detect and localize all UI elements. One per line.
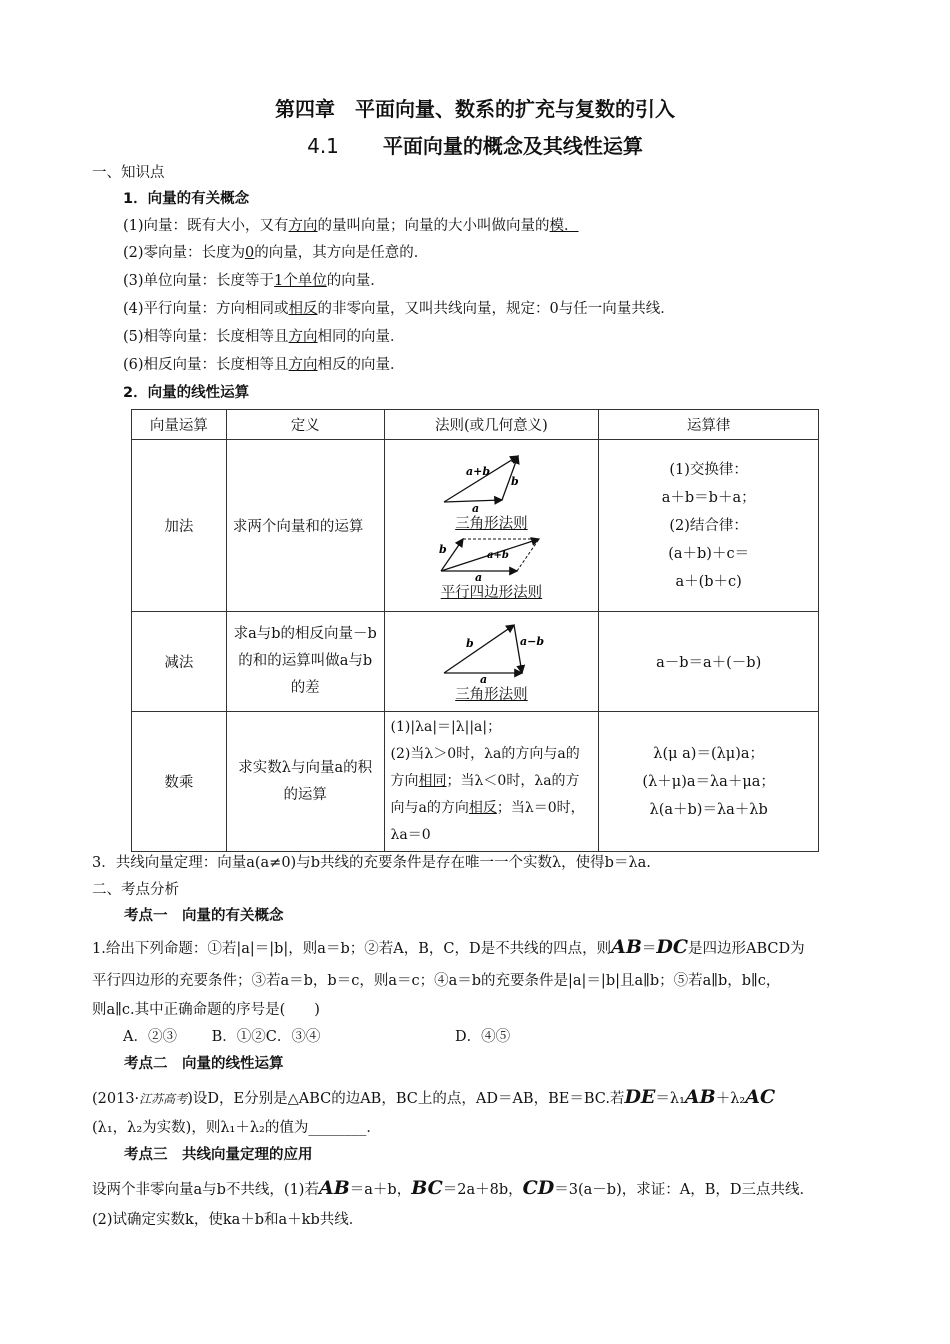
chapter-title: 第四章 平面向量、数系的扩充与复数的引入 [275, 97, 675, 121]
source-tag: 江苏高考 [139, 1092, 188, 1106]
concept-item [123, 299, 675, 319]
concept-underline: 模． [549, 218, 579, 234]
label-b: b [439, 542, 448, 556]
answer-options [123, 1027, 510, 1047]
concept-text: (6)相反向量：长度相等且 [123, 357, 289, 373]
linear-heading: 2．向量的线性运算 [123, 385, 250, 401]
law-line: (1)交换律： [669, 461, 748, 478]
question-one-line1 [92, 932, 805, 964]
collinear-theorem: 3．共线向量定理：向量a(a≠0)与b共线的充要条件是存在唯一一个实数λ，使得b＝λa. [92, 855, 651, 871]
option-a[interactable]: A．②③ [123, 1029, 177, 1045]
op-name: 减法 [132, 612, 227, 712]
section-title [0, 130, 950, 159]
rule-text: ；当λ＜0时，λa的方向与a的方向 [390, 773, 580, 816]
question-two-line2: (λ₁，λ₂为实数)，则λ₁＋λ₂的值为________． [92, 1120, 381, 1136]
question-text: ＋λ₂ [715, 1091, 746, 1107]
concept-underline: 方向 [288, 357, 318, 373]
label-b: b [466, 637, 475, 650]
part-heading-analysis: 二、考点分析 [92, 882, 179, 898]
vector-ab: AB [318, 1177, 350, 1199]
op-rule [384, 440, 599, 612]
concept-text: 的非零向量，又叫共线向量，规定：0与任一向量共线． [317, 301, 675, 317]
column-header: 定义 [226, 410, 384, 440]
op-name: 加法 [132, 440, 227, 612]
question-text: ＝3(a－b)，求证：A，B，D三点共线． [554, 1182, 814, 1198]
concept-item [123, 327, 405, 347]
column-header: 运算律 [599, 410, 819, 440]
label-a: a [475, 570, 483, 581]
op-name: 数乘 [132, 712, 227, 852]
triangle-rule-diagram [436, 450, 546, 512]
op-laws: a－b＝a＋(－b) [599, 612, 819, 712]
table-header-row [132, 410, 819, 440]
part-heading-knowledge: 一、知识点 [92, 165, 165, 181]
op-laws [599, 440, 819, 612]
label-b: b [511, 474, 520, 488]
question-three-line2: (2)试确定实数k，使ka＋b和a＋kb共线． [92, 1212, 364, 1228]
concept-text: (1)向量：既有大小，又有 [123, 218, 289, 234]
question-text: ＝2a＋8b， [442, 1182, 523, 1198]
vector-dc: DC [656, 936, 688, 958]
rule-caption: 三角形法则 [455, 515, 528, 532]
vector-de: DE [624, 1086, 656, 1108]
vector-ab: AB [684, 1086, 716, 1108]
concept-text: 的向量． [326, 273, 385, 289]
question-text: 1.给出下列命题：①若|a|＝|b|，则a＝b；②若A，B，C，D是不共线的四点，则 [92, 941, 612, 957]
rule-caption: 三角形法则 [455, 687, 528, 703]
law-line: a＋b＝b＋a； [661, 489, 756, 506]
option-c[interactable]: C．③④ [265, 1029, 321, 1045]
vector-bc: BC [411, 1177, 443, 1199]
label-a-plus-b: a+b [466, 464, 491, 478]
op-definition: 求两个向量和的运算 [226, 440, 384, 612]
concept-item [123, 216, 579, 236]
source-tag: (2013· [92, 1091, 140, 1107]
table-row-addition [132, 440, 819, 612]
law-line: a＋(b＋c) [675, 573, 742, 590]
rule-text: ；当λ＝0时，λa＝0 [390, 800, 585, 843]
concept-text: (4)平行向量：方向相同或 [123, 301, 289, 317]
option-d[interactable]: D．④⑤ [454, 1029, 511, 1045]
concept-text: (5)相等向量：长度相等且 [123, 329, 289, 345]
question-text: ＝ [641, 941, 657, 957]
topic-two-heading: 考点二 向量的线性运算 [124, 1056, 284, 1072]
op-rule [384, 612, 599, 712]
label-a-plus-b: a+b [487, 549, 510, 561]
label-a: a [472, 501, 480, 512]
label-a: a [480, 673, 488, 683]
table-row-subtraction [132, 612, 819, 712]
concept-underline: 0 [245, 245, 255, 261]
concept-underline: 1个单位 [274, 273, 327, 289]
op-laws [599, 712, 819, 852]
law-line: (2)结合律： [669, 517, 748, 534]
concept-text: 相反的向量． [317, 357, 405, 373]
concept-item [123, 271, 385, 291]
topic-one-heading: 考点一 向量的有关概念 [124, 908, 284, 924]
concept-item [123, 243, 428, 263]
law-line: (λ＋μ)a＝λa＋μa； [642, 773, 775, 790]
question-text: ＝a＋b， [349, 1182, 412, 1198]
rule-underline: 相同 [418, 773, 447, 789]
concepts-heading: 1．向量的有关概念 [123, 191, 250, 207]
concept-text: 相同的向量． [317, 329, 405, 345]
parallelogram-rule-diagram [431, 533, 551, 581]
question-one-line3: 则a∥c.其中正确命题的序号是( ) [92, 1002, 320, 1018]
rule-caption: 平行四边形法则 [440, 584, 543, 601]
operations-table [131, 409, 819, 852]
vector-ac: AC [745, 1086, 776, 1108]
op-rule [384, 712, 599, 852]
concept-text: (2)零向量：长度为 [123, 245, 246, 261]
concept-underline: 相反 [288, 301, 318, 317]
question-text: 设两个非零向量a与b不共线，(1)若 [92, 1182, 319, 1198]
option-b[interactable]: B．①② [211, 1029, 266, 1045]
op-definition: 求实数λ与向量a的积的运算 [226, 712, 384, 852]
label-a-minus-b: a−b [520, 635, 545, 648]
question-text: 是四边形ABCD为 [688, 941, 805, 957]
concept-text: (3)单位向量：长度等于 [123, 273, 275, 289]
column-header: 向量运算 [132, 410, 227, 440]
rule-text: (2)当λ＞0时，λa的方向与a的方向 [390, 746, 580, 789]
concept-underline: 方向 [288, 218, 318, 234]
subtraction-triangle-diagram [436, 619, 546, 683]
rule-underline: 相反 [468, 800, 497, 816]
law-line: λ(μ a)＝(λμ)a； [653, 745, 765, 762]
question-one-line2: 平行四边形的充要条件；③若a＝b，b＝c，则a＝c；④a＝b的充要条件是|a|＝|b|且a∥b；⑤若a∥b，b∥c， [92, 973, 781, 989]
law-line: λ(a＋b)＝λa＋λb [649, 801, 768, 818]
rule-text: (1)|λa|＝|λ||a|； [390, 719, 502, 735]
vector-ab: AB [611, 936, 642, 958]
concept-item [123, 355, 405, 375]
concept-text: 的向量，其方向是任意的． [254, 245, 429, 261]
vector-cd: CD [522, 1177, 555, 1199]
law-line: (a＋b)＋c＝ [668, 545, 750, 562]
question-two-line1 [92, 1082, 775, 1114]
section-name: 平面向量的概念及其线性运算 [382, 134, 643, 158]
column-header: 法则(或几何意义) [384, 410, 599, 440]
question-text: ＝λ₁ [655, 1091, 685, 1107]
concept-text: 的量叫向量；向量的大小叫做向量的 [317, 218, 550, 234]
op-definition: 求a与b的相反向量－b的和的运算叫做a与b的差 [226, 612, 384, 712]
concept-underline: 方向 [288, 329, 318, 345]
section-number: 4.1 [307, 134, 339, 158]
topic-three-heading: 考点三 共线向量定理的应用 [124, 1147, 313, 1163]
question-text: 设D，E分别是△ABC的边AB，BC上的点，AD＝AB，BE＝BC.若 [192, 1091, 625, 1107]
table-row-scalar [132, 712, 819, 852]
question-three-line1 [92, 1173, 814, 1205]
source-tag: ) [187, 1091, 193, 1107]
